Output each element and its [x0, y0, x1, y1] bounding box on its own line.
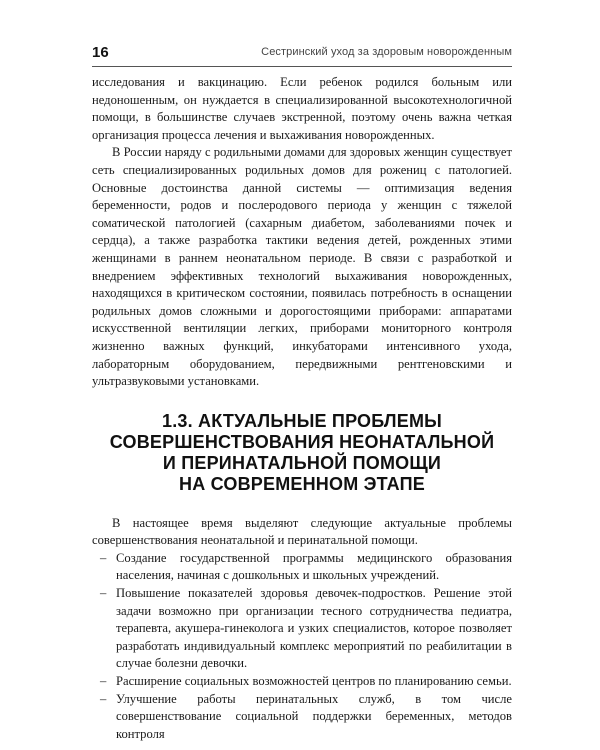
- body-text: [92, 74, 512, 743]
- section-heading-line: СОВЕРШЕНСТВОВАНИЯ НЕОНАТАЛЬНОЙ: [109, 431, 495, 452]
- list-item-text: Расширение социальных возможностей центров по планированию семьи.: [116, 674, 512, 689]
- list-item: [92, 673, 512, 691]
- section-heading-line: И ПЕРИНАТАЛЬНОЙ ПОМОЩИ: [162, 452, 442, 473]
- page-header: [92, 44, 512, 66]
- list-item: [92, 585, 512, 673]
- list-item-text: Создание государственной программы медицинского образования населения, начиная с дошкольных и школьных учреждений.: [116, 550, 512, 583]
- section-heading-line: НА СОВРЕМЕННОМ ЭТАПЕ: [179, 473, 425, 494]
- section-heading: [92, 411, 512, 495]
- header-rule: [92, 66, 512, 67]
- running-title: Сестринский уход за здоровым новорожденным: [261, 46, 512, 58]
- dash-bullet: –: [100, 550, 107, 565]
- dash-bullet: –: [100, 674, 107, 689]
- dash-bullet: –: [100, 586, 107, 601]
- section-heading-line: 1.3. АКТУАЛЬНЫЕ ПРОБЛЕМЫ: [162, 410, 442, 431]
- page-number: 16: [92, 44, 109, 61]
- list-item: [92, 550, 512, 585]
- dash-bullet: –: [100, 691, 107, 706]
- problems-list: [92, 550, 512, 744]
- list-item-text: Улучшение работы перинатальных служб, в том числе совершенствование социальной поддержки беременных, методов контроля: [116, 691, 512, 741]
- paragraph-continuation: исследования и вакцинацию. Если ребенок родился больным или недоношенным, он нуждается в специализированной высокотехнологичной помощи, в большинстве случаев экстренной, поэтому очень важна четкая организация процесса лечения и выхаживания новорожденных.: [92, 75, 512, 142]
- paragraph-intro: В настоящее время выделяют следующие актуальные проблемы совершенствования неонатальной и перинатальной помощи.: [92, 515, 512, 548]
- list-item: [92, 691, 512, 744]
- paragraph-russia-maternity: В России наряду с родильными домами для здоровых женщин существует сеть специализированных родильных домов для рожениц с патологией. Основные достоинства данной системы — оптимизация ведения беременности, родов и послеродового периода у женщин с тяжелой соматической патологией (сахарным диабетом, заболеваниями почек и сердца), а также разработка тактики ведения детей, рожденных этими женщинами в раннем неонатальном периоде. В связи с разработкой и внедрением эффективных технологий выхаживания новорожденных, находящихся в критическом состоянии, появилась потребность в оснащении родильных домов сложными и дорогостоящими приборами: аппаратами искусственной вентиляции легких, приборами мониторного контроля жизненно важных функций, инкубаторами интенсивного ухода, лабораторным оборудованием, передвижными рентгеновскими и ультразвуковыми установками.: [92, 145, 512, 389]
- list-item-text: Повышение показателей здоровья девочек-подростков. Решение этой задачи возможно при организации тесного сотрудничества педиатра, терапевта, акушера-гинеколога и узких специалистов, которое позволяет разработать индивидуальный комплекс мероприятий по реабилитации в случае болезни девочки.: [116, 586, 512, 671]
